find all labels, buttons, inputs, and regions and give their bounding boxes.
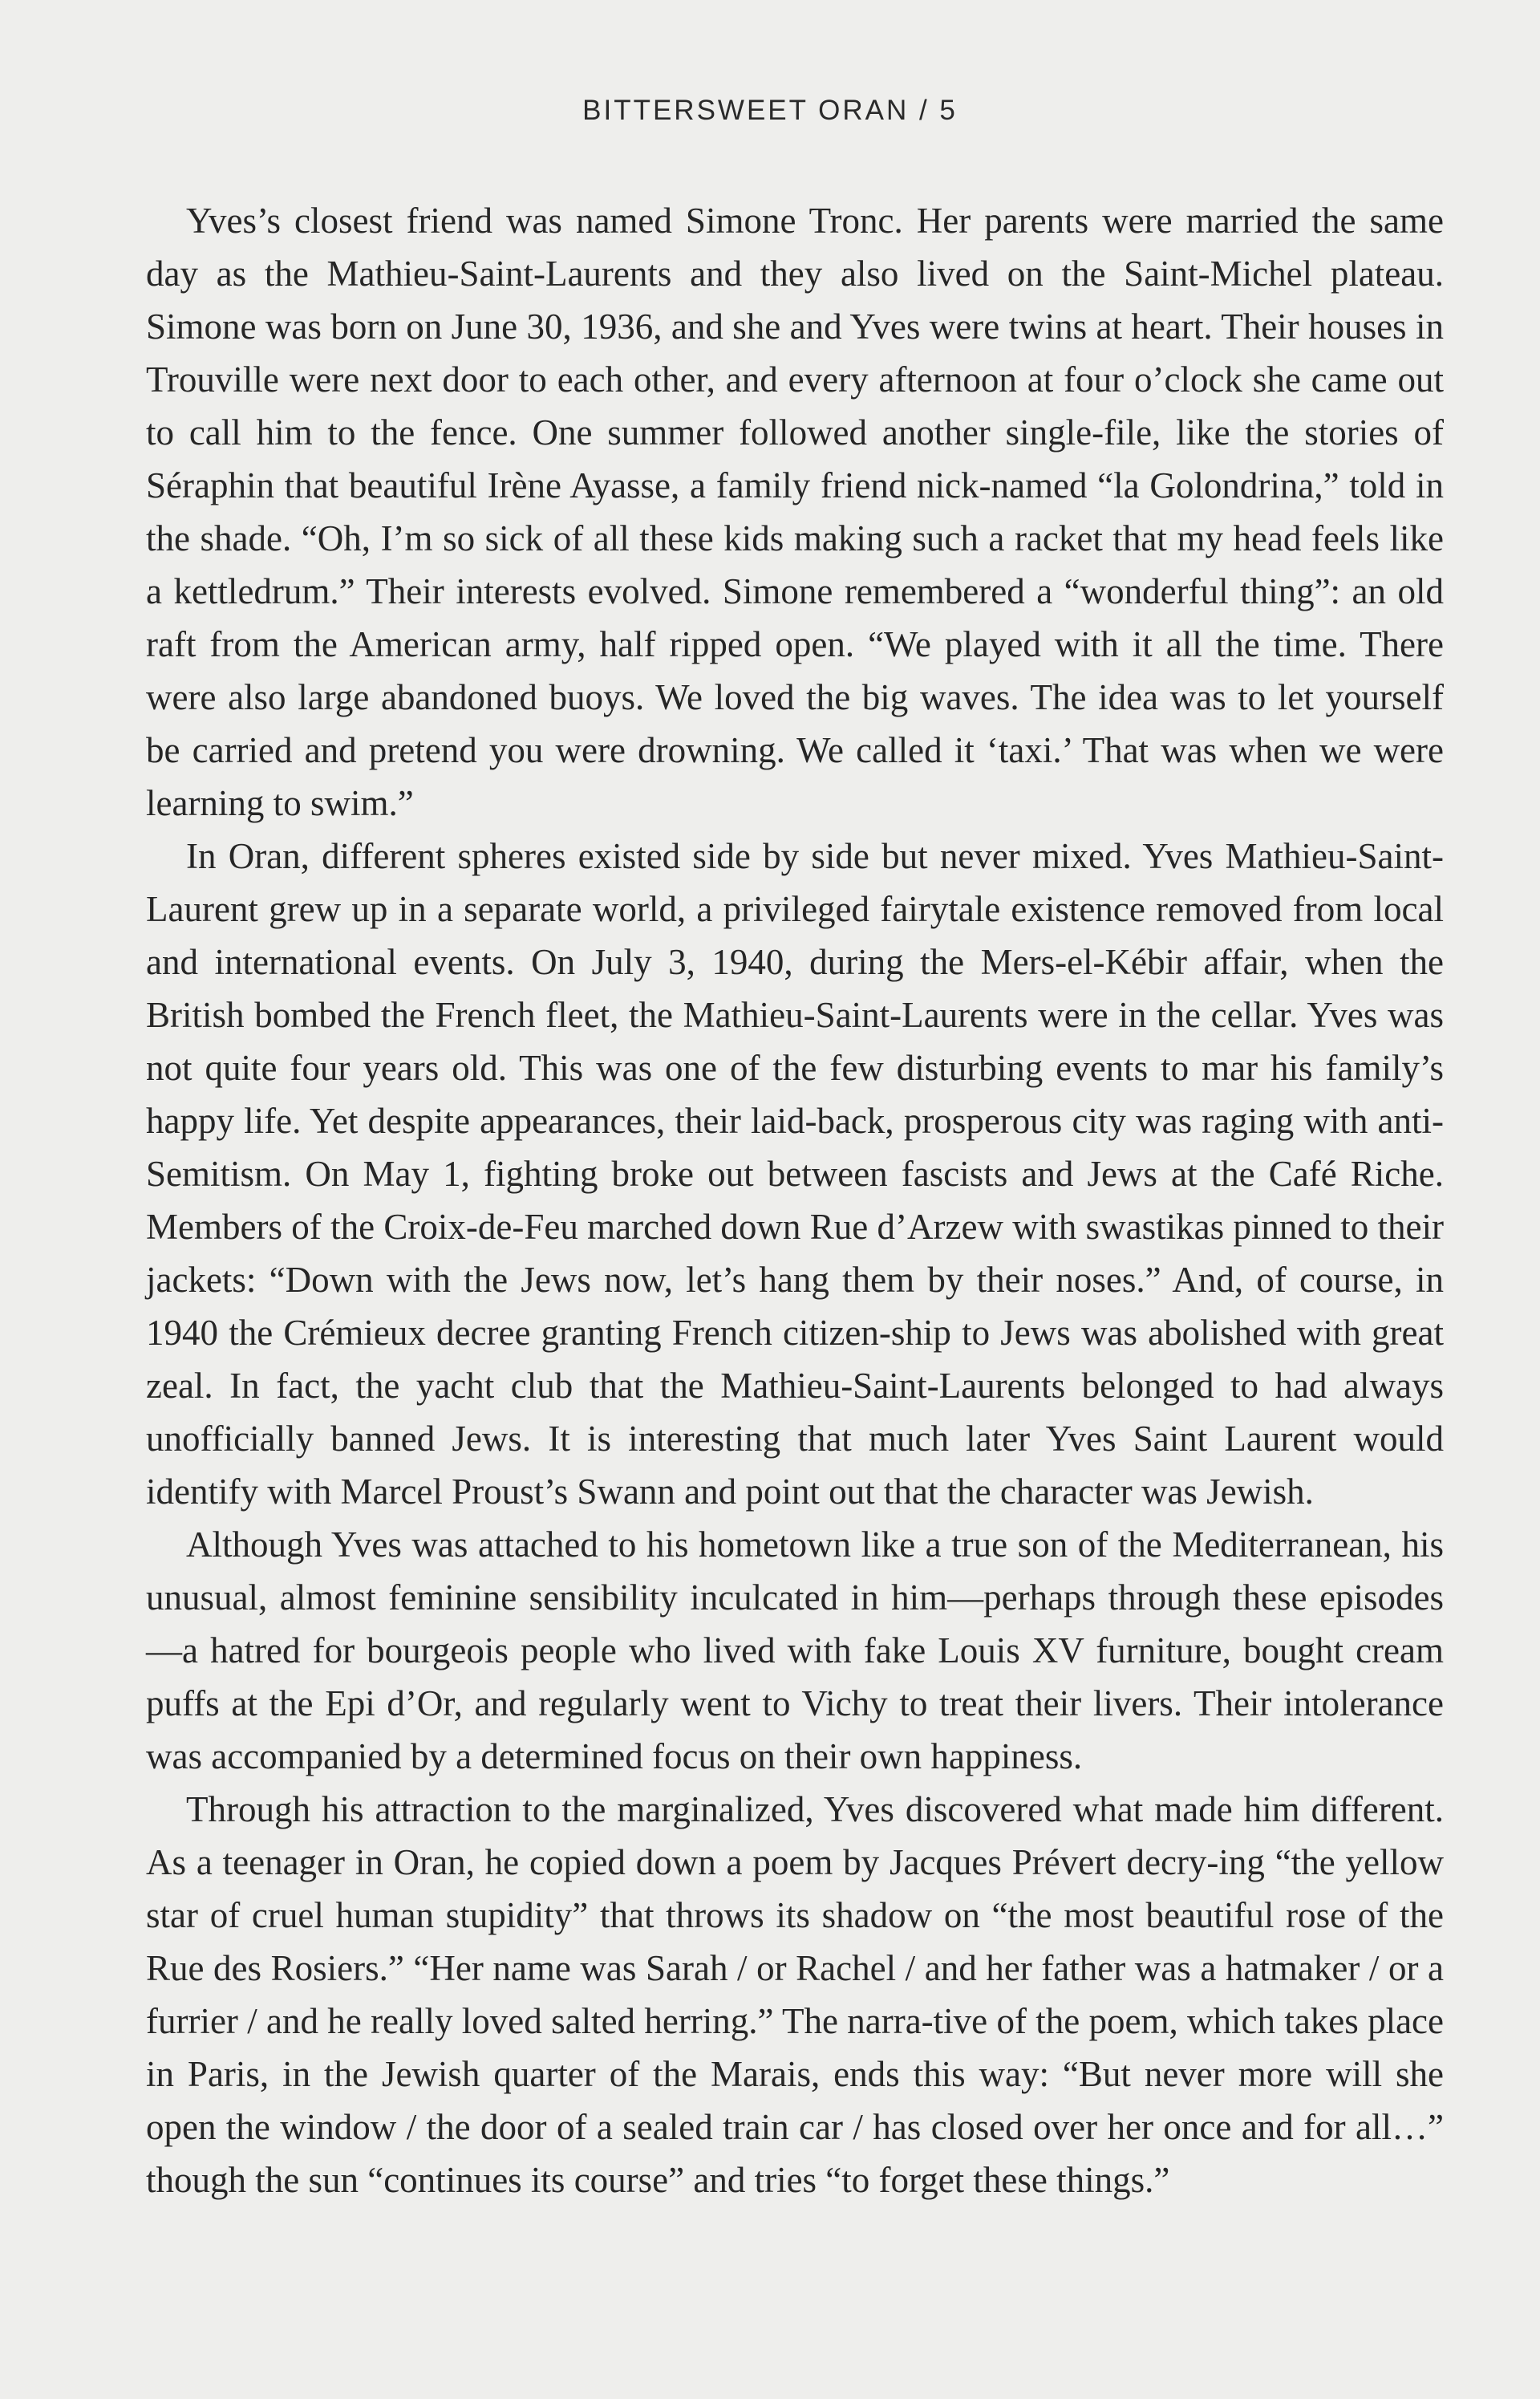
paragraph-4: Through his attraction to the marginalized, Yves discovered what made him different. As a teenager in Oran, he copied down a poem by Jacques Prévert decry-ing “the yellow star of cruel human stupidity” that throws its shadow on “the most beautiful rose of the Rue des Rosiers.” “Her name was Sarah / or Rachel / and her father was a hatmaker / or a furrier / and he really loved salted herring.” The narra-tive of the poem, which takes place in Paris, in the Jewish quarter of the Marais, ends this way: “But never more will she open the window / the door of a sealed train car / has closed over her once and for all…” though the sun “continues its course” and tries “to forget these things.” (146, 1789, 1444, 2200)
running-head: BITTERSWEET ORAN / 5 (582, 95, 958, 126)
paragraph-2: In Oran, different spheres existed side by side but never mixed. Yves Mathieu-Saint-Laurent grew up in a separate world, a privileged fairytale existence removed from local and international events. On July 3, 1940, during the Mers-el-Kébir affair, when the British bombed the French fleet, the Mathieu-Saint-Laurents were in the cellar. Yves was not quite four years old. This was one of the few disturbing events to mar his family’s happy life. Yet despite appearances, their laid-back, prosperous city was raging with anti-Semitism. On May 1, fighting broke out between fascists and Jews at the Café Riche. Members of the Croix-de-Feu marched down Rue d’Arzew with swastikas pinned to their jackets: “Down with the Jews now, let’s hang them by their noses.” And, of course, in 1940 the Crémieux decree granting French citizen-ship to Jews was abolished with great zeal. In fact, the yacht club that the Mathieu-Saint-Laurents belonged to had always unofficially banned Jews. It is interesting that much later Yves Saint Laurent would identify with Marcel Proust’s Swann and point out that the character was Jewish. (146, 836, 1444, 1512)
body-text (146, 194, 1444, 2206)
paragraph-1: Yves’s closest friend was named Simone Tronc. Her parents were married the same day as the Mathieu-Saint-Laurents and they also lived on the Saint-Michel plateau. Simone was born on June 30, 1936, and she and Yves were twins at heart. Their houses in Trouville were next door to each other, and every afternoon at four o’clock she came out to call him to the fence. One summer followed another single-file, like the stories of Séraphin that beautiful Irène Ayasse, a family friend nick-named “la Golondrina,” told in the shade. “Oh, I’m so sick of all these kids making such a racket that my head feels like a kettledrum.” Their interests evolved. Simone remembered a “wonderful thing”: an old raft from the American army, half ripped open. “We played with it all the time. There were also large abandoned buoys. We loved the big waves. The idea was to let yourself be carried and pretend you were drowning. We called it ‘taxi.’ That was when we were learning to swim.” (146, 201, 1444, 823)
paragraph-3: Although Yves was attached to his hometown like a true son of the Mediterranean, his unusual, almost feminine sensibility inculcated in him—perhaps through these episodes—a hatred for bourgeois people who lived with fake Louis XV furniture, bought cream puffs at the Epi d’Or, and regularly went to Vichy to treat their livers. Their intolerance was accompanied by a determined focus on their own happiness. (146, 1524, 1444, 1776)
